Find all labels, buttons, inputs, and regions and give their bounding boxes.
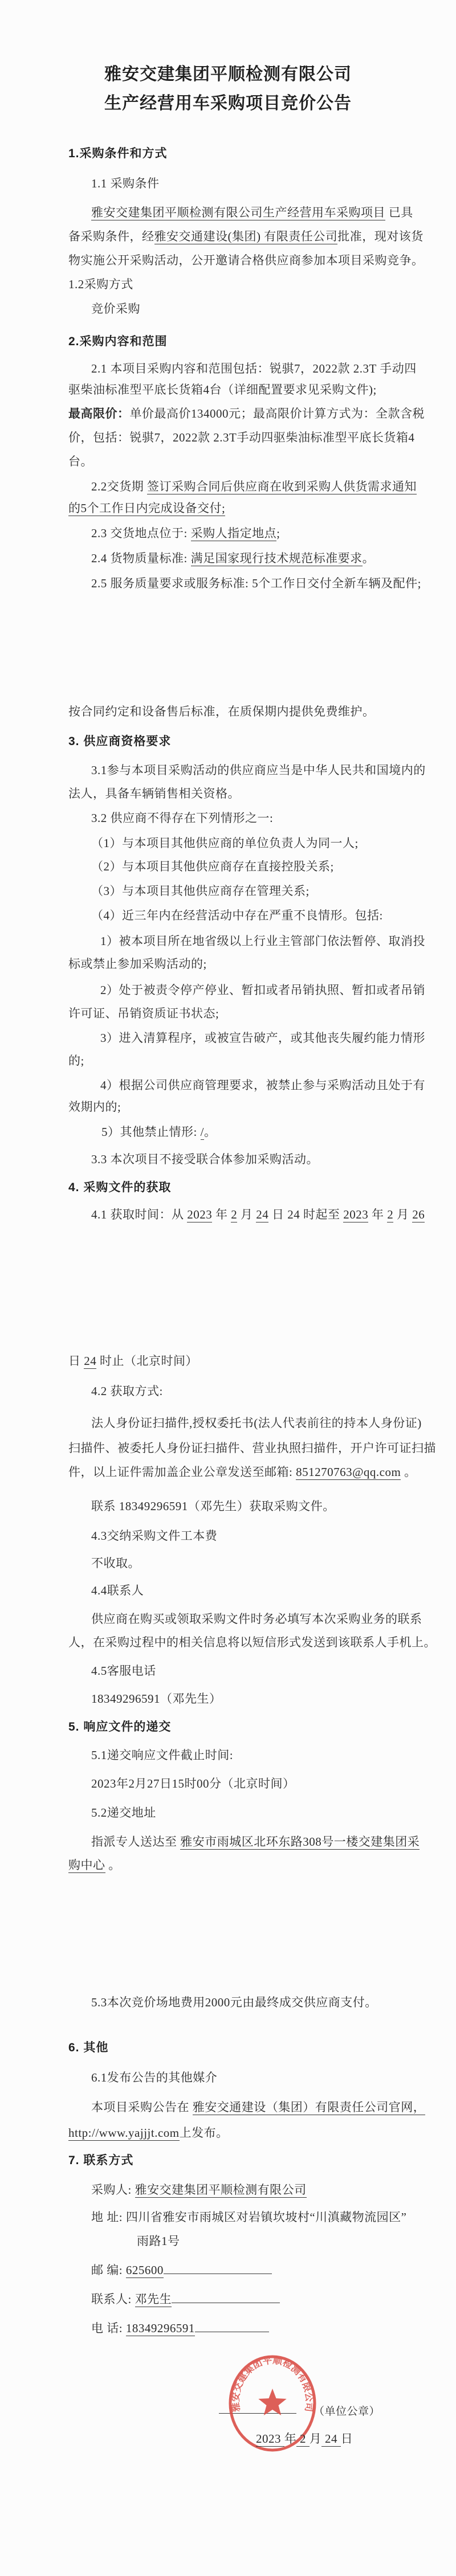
doc-line: 2.3 交货地点位于: 采购人指定地点; <box>91 526 280 540</box>
doc-line: 本项目采购公告在 雅安交通建设（集团）有限责任公司官网， <box>91 2100 426 2114</box>
doc-line: 供应商在购买或领取采购文件时务必填写本次采购业务的联系 <box>91 1612 422 1626</box>
doc-line: 件，以上证件需加盖企业公章发送至邮箱: 851270763@qq.com 。 <box>68 1465 417 1479</box>
doc-line: 2023年2月27日15时00分（北京时间） <box>91 1777 295 1790</box>
doc-line: 台。 <box>68 455 93 468</box>
doc-line: 驱柴油标准型平底长货箱4台（详细配置要求见采购文件); <box>68 383 377 396</box>
doc-line: 5.2递交地址 <box>91 1806 156 1819</box>
doc-line: 备采购条件，经雅安交通建设(集团) 有限责任公司批准，现对该货 <box>68 230 424 243</box>
doc-line: （4）近三年内在经营活动中存在严重不良情形。包括: <box>91 909 383 922</box>
doc-line: 1.1 采购条件 <box>91 177 160 190</box>
section-heading-2: 2.采购内容和范围 <box>68 335 168 348</box>
section-heading-3: 3. 供应商资格要求 <box>68 735 172 748</box>
doc-line: 3）进入清算程序，或被宣告破产，或其他丧失履约能力情形 <box>100 1031 425 1045</box>
doc-line: 价，包括：锐骐7，2022款 2.3T手动四驱柴油标准型平底长货箱4 <box>68 431 415 444</box>
doc-line: http://www.yajjjt.com上发布。 <box>68 2126 229 2140</box>
document-title-line2: 生产经营用车采购项目竞价公告 <box>104 94 352 113</box>
doc-line: （2）与本项目其他供应商存在直接控股关系; <box>91 860 334 873</box>
doc-line: 的5个工作日内完成设备交付; <box>68 501 226 515</box>
doc-line: 法人，具备车辆销售相关资格。 <box>68 787 240 800</box>
doc-line: 指派专人送达至 雅安市雨城区北环东路308号一楼交建集团采 <box>91 1835 420 1849</box>
doc-line: 2.1 本项目采购内容和范围包括：锐骐7，2022款 2.3T 手动四 <box>91 362 417 375</box>
contact-line: 联系人: 邓先生 <box>91 2289 280 2307</box>
doc-line: 4.4联系人 <box>91 1584 144 1597</box>
doc-line: 人，在采购过程中的相关信息将以短信形式发送到该联系人手机上。 <box>68 1635 436 1649</box>
doc-line: 最高限价：单价最高价134000元；最高限价计算方式为：全款含税 <box>68 407 425 420</box>
section-heading-6: 6. 其他 <box>68 2041 109 2054</box>
section-heading-7: 7. 联系方式 <box>68 2154 134 2167</box>
doc-line: （3）与本项目其他供应商存在管理关系; <box>91 884 310 898</box>
doc-line: 5.1递交响应文件截止时间: <box>91 1748 234 1762</box>
doc-line: 效期内的; <box>68 1100 121 1114</box>
doc-line: 4.5客服电话 <box>91 1664 156 1678</box>
buyer-line: 采购人: 雅安交建集团平顺检测有限公司 <box>91 2183 307 2197</box>
doc-line: 法人身份证扫描件,授权委托书(法人代表前往的持本人身份证) <box>91 1416 422 1430</box>
address-line: 雨路1号 <box>137 2234 180 2248</box>
doc-line: 日 24 时止（北京时间） <box>68 1354 198 1368</box>
doc-line: 物实施公开采购活动，公开邀请合格供应商参加本项目采购竞争。 <box>68 253 424 267</box>
doc-line: 联系 18349296591（邓先生）获取采购文件。 <box>91 1499 335 1513</box>
seal-company-text: 雅安交建集团平顺检测有限公司 <box>230 2355 315 2413</box>
doc-line: 许可证、吊销资质证书状态; <box>68 1007 219 1020</box>
doc-line: 18349296591（邓先生） <box>91 1692 222 1706</box>
doc-line: 雅安交建集团平顺检测有限公司生产经营用车采购项目 已具 <box>91 206 413 219</box>
seal-label: （单位公章） <box>314 2406 381 2418</box>
doc-line: 4.1 获取时间：从 2023 年 2 月 24 日 24 时起至 2023 年 2 月 26 <box>91 1208 425 1221</box>
doc-line: 2.5 服务质量要求或服务标准: 5个工作日交付全新车辆及配件; <box>91 576 421 590</box>
doc-line: 扫描件、被委托人身份证扫描件、营业执照扫描件，开户许可证扫描 <box>68 1441 436 1455</box>
doc-line: 5）其他禁止情形: /。 <box>101 1125 217 1139</box>
doc-line: 4）根据公司供应商管理要求，被禁止参与采购活动且处于有 <box>100 1078 425 1092</box>
seal-star-icon <box>258 2389 286 2415</box>
date-line: 2023 年 2 月 24 日 <box>256 2432 353 2446</box>
doc-line: 3.3 本次项目不接受联合体参加采购活动。 <box>91 1152 319 1166</box>
doc-line: 1.2采购方式 <box>68 277 133 291</box>
section-heading-1: 1.采购条件和方式 <box>68 147 168 160</box>
phone-line: 电 话: 18349296591 <box>91 2319 269 2336</box>
section-heading-5: 5. 响应文件的递交 <box>68 1720 172 1733</box>
doc-line: 3.2 供应商不得存在下列情形之一: <box>91 811 274 825</box>
document-title-line1: 雅安交建集团平顺检测有限公司 <box>104 65 352 84</box>
doc-line: （1）与本项目其他供应商的单位负责人为同一人; <box>91 836 359 850</box>
doc-line: 标或禁止参加采购活动的; <box>68 957 207 971</box>
doc-line: 5.3本次竞价场地费用2000元由最终成交供应商支付。 <box>91 1996 377 2009</box>
doc-line: 4.2 获取方式: <box>91 1384 163 1398</box>
doc-line: 2.4 货物质量标准: 满足国家现行技术规范标准要求。 <box>91 551 375 565</box>
doc-line: 按合同约定和设备售后标准，在质保期内提供免费维护。 <box>68 705 375 718</box>
doc-line: 4.3交纳采购文件工本费 <box>91 1529 218 1543</box>
doc-line: 2.2交货期 签订采购合同后供应商在收到采购人供货需求通知 <box>91 480 417 493</box>
doc-line: 的; <box>68 1054 84 1068</box>
address-line: 地 址: 四川省雅安市雨城区对岩镇坎坡村“川滇藏物流园区” <box>91 2210 407 2224</box>
doc-line: 竞价采购 <box>91 302 140 316</box>
section-heading-4: 4. 采购文件的获取 <box>68 1181 172 1194</box>
doc-line: 1）被本项目所在地省级以上行业主管部门依法暂停、取消投 <box>100 934 425 948</box>
doc-line: 购中心 。 <box>68 1858 121 1872</box>
doc-line: 不收取。 <box>91 1556 140 1570</box>
postcode-line: 邮 编: 625600 <box>91 2260 272 2277</box>
doc-line: 2）处于被责令停产停业、暂扣或者吊销执照、暂扣或者吊销 <box>100 983 425 997</box>
doc-line: 6.1发布公告的其他媒介 <box>91 2071 218 2084</box>
doc-line: 3.1参与本项目采购活动的供应商应当是中华人民共和国境内的 <box>91 763 426 777</box>
